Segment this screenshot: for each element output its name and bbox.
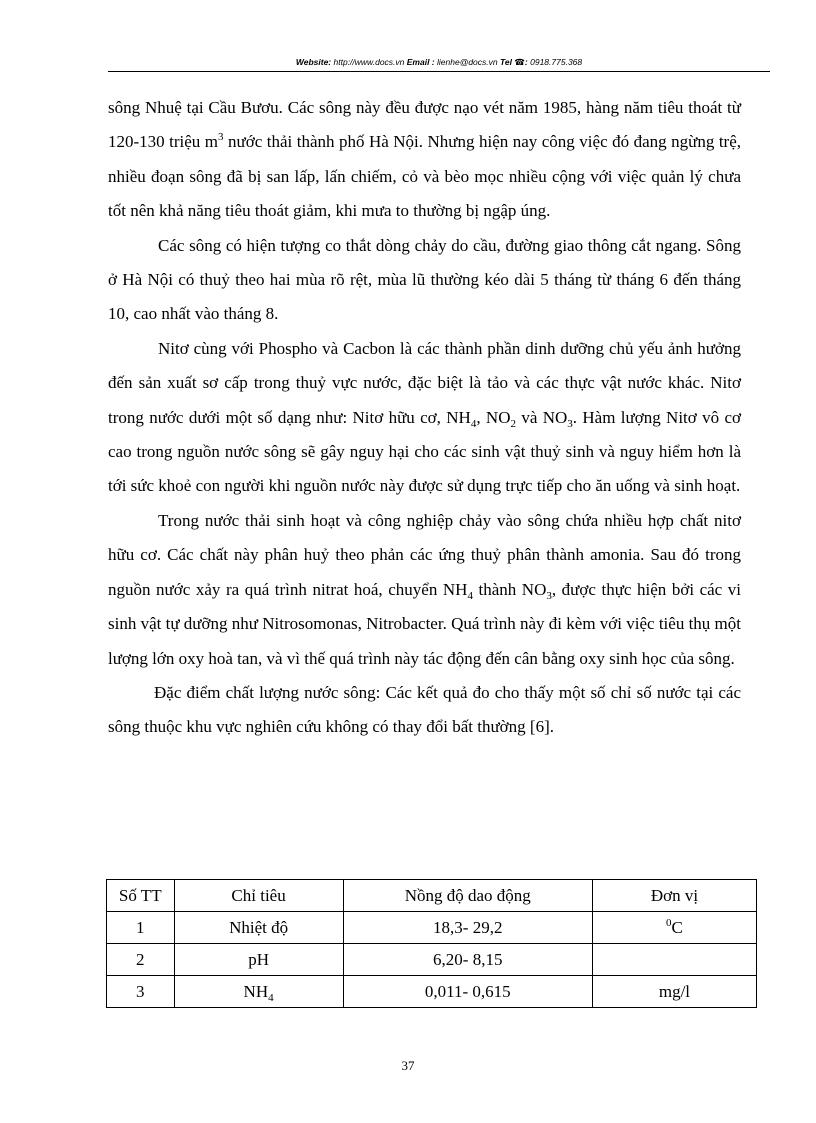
parameter-name: pH bbox=[248, 949, 269, 969]
paragraph-3-text-c: và NO bbox=[515, 407, 568, 427]
superscript: 3 bbox=[218, 131, 224, 144]
unit-cell bbox=[592, 976, 756, 1008]
table-row bbox=[107, 976, 757, 1008]
table-row bbox=[107, 944, 757, 976]
unit-text: mg/l bbox=[658, 981, 691, 1001]
parameter-cell bbox=[174, 944, 343, 976]
range-cell: 6,20- 8,15 bbox=[343, 944, 592, 976]
parameter-name: NH bbox=[243, 981, 269, 1001]
paragraph-1 bbox=[108, 91, 741, 229]
table-header-cell: Số TT bbox=[107, 880, 175, 912]
paragraph-3 bbox=[108, 332, 741, 504]
table-header-cell: Đơn vị bbox=[592, 880, 756, 912]
subscript: 3 bbox=[546, 589, 552, 602]
page-header bbox=[108, 57, 770, 68]
water-quality-table bbox=[106, 879, 757, 1008]
paragraph-5: Đặc điểm chất lượng nước sông: Các kết quả đo cho thấy một số chỉ số nước tại các sông thuộc khu vực nghiên cứu không có thay đổi bất thường [6]. bbox=[108, 682, 741, 737]
subscript: 4 bbox=[467, 589, 473, 602]
document-body bbox=[108, 91, 741, 745]
email-address[interactable]: lienhe@docs.vn bbox=[437, 57, 498, 67]
superscript: 0 bbox=[666, 916, 672, 929]
paragraph-4 bbox=[108, 504, 741, 676]
tel-label: Tel ☎: bbox=[500, 57, 528, 67]
email-label: Email : bbox=[406, 57, 435, 67]
row-number: 1 bbox=[107, 912, 175, 944]
table-header-cell: Nồng độ dao động bbox=[343, 880, 592, 912]
paragraph-4-text-a: Trong nước thải sinh hoạt và công nghiệp chảy vào sông chứa nhiều hợp chất nitơ hữu cơ. Các chất này phân huỷ theo phản các ứng thuỷ phân thành amonia. Sau đó trong nguồn nước xảy ra quá trình nitrat hoá, chuyển NH bbox=[108, 510, 741, 599]
row-number: 3 bbox=[107, 976, 175, 1008]
paragraph-2: Các sông có hiện tượng co thắt dòng chảy do cầu, đường giao thông cắt ngang. Sông ở Hà Nội có thuỷ theo hai mùa rõ rệt, mùa lũ thường kéo dài 5 tháng từ tháng 6 đến tháng 10, cao nhất vào tháng 8. bbox=[108, 235, 741, 324]
unit-cell bbox=[592, 912, 756, 944]
subscript: 4 bbox=[268, 991, 274, 1004]
paragraph-4-text-c: , được thực hiện bởi các vi sinh vật tự dưỡng như Nitrosomonas, Nitrobacter. Quá trình này đi kèm với việc tiêu thụ một lượng lớn oxy hoà tan, và vì thế quá trình này tác động đến cân bằng oxy sinh học của sông. bbox=[108, 579, 742, 668]
header-divider bbox=[108, 71, 770, 72]
table-header-row bbox=[107, 880, 757, 912]
row-number: 2 bbox=[107, 944, 175, 976]
parameter-cell bbox=[174, 912, 343, 944]
subscript: 2 bbox=[510, 417, 516, 430]
subscript: 3 bbox=[567, 417, 573, 430]
subscript: 4 bbox=[470, 417, 477, 430]
table-row bbox=[107, 912, 757, 944]
parameter-name: Nhiệt độ bbox=[229, 917, 289, 937]
page-number: 37 bbox=[401, 1058, 415, 1073]
parameter-cell bbox=[174, 976, 343, 1008]
paragraph-3-text-d: . Hàm lượng Nitơ vô cơ cao trong nguồn nước sông sẽ gây nguy hại cho các sinh vật thuỷ sinh và nguy hiểm hơn là tới sức khoẻ con người khi nguồn nước này được sử dụng trực tiếp cho ăn uống và sinh hoạt. bbox=[108, 407, 741, 496]
range-cell: 0,011- 0,615 bbox=[343, 976, 592, 1008]
website-url[interactable]: http://www.docs.vn bbox=[333, 57, 405, 67]
paragraph-1-text-b: nước thải thành phố Hà Nội. Nhưng hiện nay công việc đó đang ngừng trệ, nhiều đoạn sông đã bị san lấp, lấn chiếm, cỏ và bèo mọc nhiều cộng với việc quản lý chưa tốt nên khả năng tiêu thoát giảm, khi mưa to thường bị ngập úng. bbox=[108, 132, 741, 221]
website-label: Website: bbox=[295, 57, 332, 67]
paragraph-3-text-a: Nitơ cùng với Phospho và Cacbon là các thành phần dinh dưỡng chủ yếu ảnh hưởng đến sản xuất sơ cấp trong thuỷ vực nước, đặc biệt là tảo và các thực vật nước khác. Nitơ trong nước dưới một số dạng như: Nitơ hữu cơ, NH bbox=[108, 338, 741, 427]
tel-number: 0918.775.368 bbox=[530, 57, 583, 67]
unit-text: C bbox=[671, 917, 683, 937]
paragraph-4-text-b: thành NO bbox=[472, 579, 547, 599]
paragraph-1-text-a: sông Nhuệ tại Cầu Bươu. Các sông này đều được nạo vét năm 1985, hàng năm tiêu thoát từ 120-130 triệu m bbox=[108, 98, 741, 152]
paragraph-3-text-b: , NO bbox=[476, 407, 511, 427]
table-header-cell: Chỉ tiêu bbox=[174, 880, 343, 912]
range-cell: 18,3- 29,2 bbox=[343, 912, 592, 944]
unit-cell bbox=[592, 944, 756, 976]
